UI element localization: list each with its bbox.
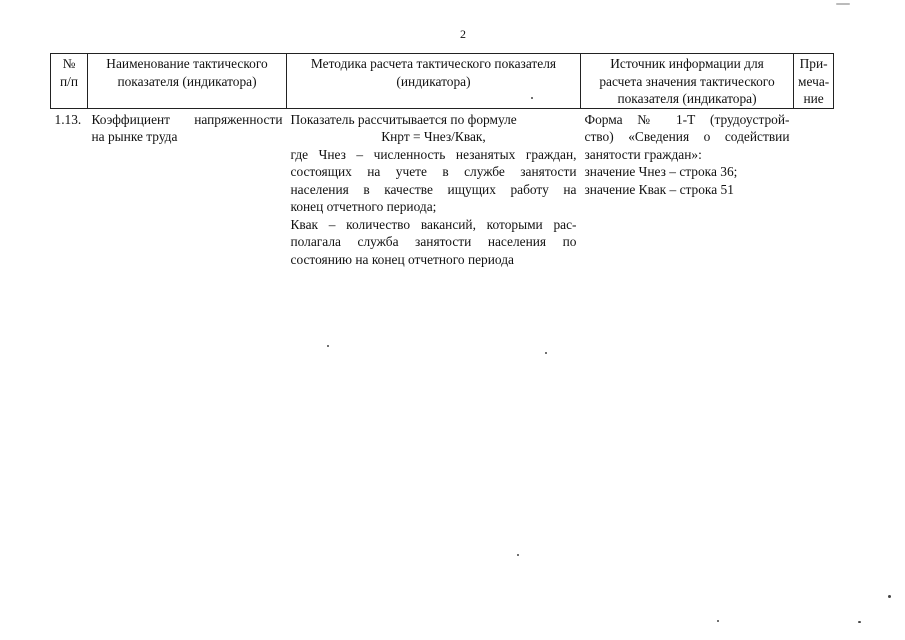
header-note-line: меча- xyxy=(798,73,830,89)
scan-speck xyxy=(327,345,329,347)
row-method xyxy=(287,108,581,268)
source-line: значение Квак – строка 51 xyxy=(584,181,734,197)
header-num-line: № xyxy=(62,56,76,71)
header-method xyxy=(287,54,581,109)
table-header-row xyxy=(51,54,834,109)
scan-speck xyxy=(517,554,519,556)
header-name-line: показателя (индикатора) xyxy=(117,73,257,89)
table-row xyxy=(51,108,834,268)
header-method-line: (индикатора) xyxy=(396,73,471,89)
header-source-line: показателя (индикатора) xyxy=(617,91,757,106)
header-name xyxy=(88,54,287,109)
method-intro: Показатель рассчитывается по формуле xyxy=(290,111,517,127)
page-number: 2 xyxy=(460,27,466,41)
row-name-line: Коэффициент напряженности xyxy=(91,111,283,127)
scan-speck xyxy=(531,97,533,99)
header-source-line: расчета значения тактического xyxy=(599,73,775,89)
indicator-table xyxy=(50,53,834,268)
row-source xyxy=(581,108,794,268)
source-line: ство) «Сведения о содействии xyxy=(584,129,790,144)
header-method-line: Методика расчета тактического показателя xyxy=(310,56,557,71)
header-num xyxy=(51,54,88,109)
header-note-line: ние xyxy=(803,91,824,106)
header-note-line: При- xyxy=(799,56,828,71)
scan-speck xyxy=(858,621,861,623)
header-num-line: п/п xyxy=(59,73,79,89)
row-name-line: на рынке труда xyxy=(91,129,178,144)
scan-speck xyxy=(888,595,891,598)
header-source xyxy=(581,54,794,109)
header-source-line: Источник информации для xyxy=(610,56,764,71)
scan-speck xyxy=(545,352,547,354)
row-name xyxy=(88,108,287,268)
source-line: Форма № 1-Т (трудоустрой- xyxy=(584,111,790,127)
method-line: состоянию на конец отчетного периода xyxy=(290,251,514,267)
header-name-line: Наименование тактического xyxy=(106,56,268,71)
method-line: где Чнез – численность незанятых граждан, xyxy=(290,146,577,162)
scan-speck xyxy=(836,3,850,5)
row-note xyxy=(794,108,834,268)
method-formula: Кнрт = Чнез/Квак, xyxy=(381,129,486,144)
source-line: занятости граждан»: xyxy=(584,146,702,162)
source-line: значение Чнез – строка 36; xyxy=(584,164,738,179)
method-line: конец отчетного периода; xyxy=(290,199,437,214)
method-line: состоящих на учете в службе занятости xyxy=(290,164,577,179)
scan-speck xyxy=(717,620,719,622)
method-line: населения в качестве ищущих работу на xyxy=(290,181,577,197)
row-num: 1.13. xyxy=(54,111,82,127)
header-note xyxy=(794,54,834,109)
method-line: полагала служба занятости населения по xyxy=(290,234,577,249)
method-line: Квак – количество вакансий, которыми рас- xyxy=(290,216,577,232)
